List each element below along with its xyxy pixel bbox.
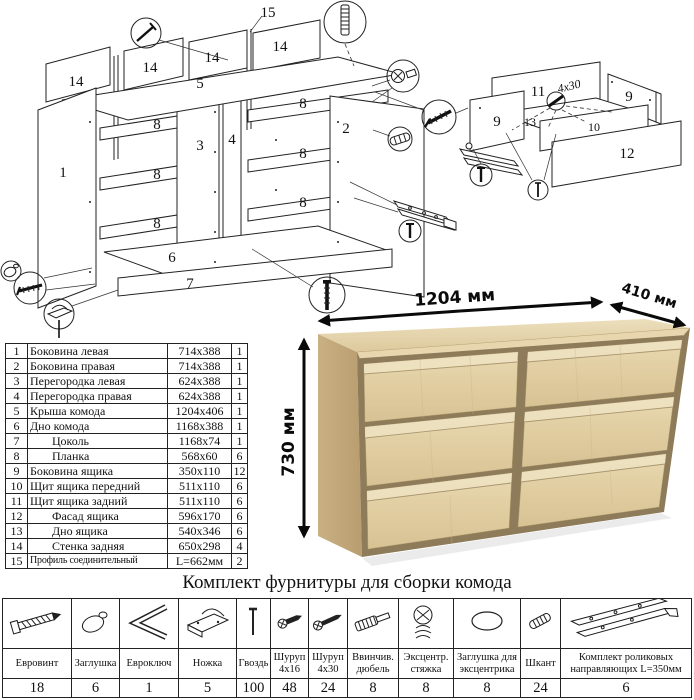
part-label: 14 xyxy=(68,74,84,90)
confirmat-screw-icon xyxy=(425,111,451,127)
screw-size-note: 4x30 xyxy=(556,76,583,96)
parts-row: 7 Цоколь 1168x74 1 xyxy=(6,434,248,449)
cam-cap-icon xyxy=(455,599,519,643)
depth-dimension: 410 мм xyxy=(619,280,679,313)
euro-screw-icon xyxy=(323,280,331,310)
drawer-rail-icon xyxy=(562,599,690,643)
part-label: 8 xyxy=(299,146,307,162)
nail-icon xyxy=(137,23,156,41)
part-label: 9 xyxy=(493,114,501,130)
hardware-table xyxy=(2,598,692,698)
callout-confirmat xyxy=(422,100,456,134)
part-label: 9 xyxy=(625,89,633,105)
callout-nail xyxy=(131,18,161,48)
euro-screw-icon xyxy=(4,599,70,643)
nail-icon xyxy=(535,183,541,197)
part-label: 8 xyxy=(299,96,307,112)
hardware-names-row: Евровинт Заглушка Евроключ Ножка Гвоздь Шуруп 4x16 Шуруп 4x30 Ввинчив. дюбель Эксцентр. стяжка Заглушка для эксцентрика Шкант Комплект роликовых направляющих L=350мм xyxy=(3,649,692,679)
leg-icon xyxy=(48,305,72,338)
cap-icon xyxy=(3,264,19,278)
hex-key-icon xyxy=(121,599,177,643)
part-label: 6 xyxy=(168,250,176,266)
part-label: 10 xyxy=(588,120,600,134)
parts-row: 5 Крыша комода 1204x406 1 xyxy=(6,404,248,419)
cap-icon xyxy=(73,599,118,643)
parts-row: 9 Боковина ящика 350x110 12 xyxy=(6,464,248,479)
height-dimension: 730 мм xyxy=(279,407,299,477)
part-label: 7 xyxy=(186,276,194,292)
part-label: 14 xyxy=(204,50,220,66)
parts-row: 3 Перегородка левая 624x388 1 xyxy=(6,374,248,389)
hardware-icons-row xyxy=(3,599,692,649)
dresser-left-side xyxy=(318,334,362,557)
part-label: 8 xyxy=(153,117,161,133)
parts-row: 12 Фасад ящика 596x170 6 xyxy=(6,509,248,524)
callout-screw xyxy=(470,164,492,186)
callout-threaded-dowel xyxy=(324,1,366,43)
part-label: 2 xyxy=(342,121,350,137)
part-label: 8 xyxy=(153,216,161,232)
width-dimension: 1204 мм xyxy=(413,285,496,311)
screw-icon xyxy=(477,168,485,182)
parts-row: 13 Дно ящика 540x346 6 xyxy=(6,524,248,539)
callout-leg xyxy=(44,299,74,338)
parts-row: 14 Стенка задняя 650x298 4 xyxy=(6,539,248,554)
callout-nail xyxy=(528,180,548,200)
screw-small-icon xyxy=(272,599,307,643)
hardware-qty-row: 18 6 1 5 100 48 24 8 8 8 24 6 xyxy=(3,679,692,698)
screw-large-icon xyxy=(310,599,346,643)
left-side-panel xyxy=(38,88,96,308)
hardware-kit-title: Комплект фурнитуры для сборки комода xyxy=(0,572,694,594)
parts-table xyxy=(5,343,248,569)
parts-row: 15 Профиль соединительный L=662мм 2 xyxy=(6,554,248,569)
cam-lock-icon xyxy=(392,69,417,82)
cam-lock-icon xyxy=(400,599,452,643)
part-label: 14 xyxy=(142,60,158,76)
callout-cam-lock xyxy=(387,60,419,92)
nail-icon xyxy=(238,599,269,643)
part-label: 14 xyxy=(272,39,288,55)
part-label: 8 xyxy=(153,167,161,183)
parts-row: 1 Боковина левая 714x388 1 xyxy=(6,344,248,359)
threaded-dowel-icon xyxy=(341,5,349,35)
parts-row: 4 Перегородка правая 624x388 1 xyxy=(6,389,248,404)
part-label: 3 xyxy=(196,138,204,154)
part-label: 8 xyxy=(299,195,307,211)
leg-icon xyxy=(180,599,235,643)
part-label: 5 xyxy=(196,76,204,92)
part-label: 11 xyxy=(530,84,546,100)
part-label: 13 xyxy=(524,115,536,129)
threaded-dowel-icon xyxy=(349,599,397,643)
part-label: 1 xyxy=(59,165,67,181)
part-label: 15 xyxy=(260,5,276,21)
part-label: 4 xyxy=(228,132,236,148)
parts-row: 8 Планка 568x60 6 xyxy=(6,449,248,464)
parts-row: 6 Дно комода 1168x388 1 xyxy=(6,419,248,434)
wood-dowel-icon xyxy=(522,599,559,643)
callout-euroscrew-vertical xyxy=(309,277,345,313)
part-label: 12 xyxy=(619,146,635,162)
parts-row: 11 Щит ящика задний 511x110 6 xyxy=(6,494,248,509)
parts-row: 2 Боковина правая 714x388 1 xyxy=(6,359,248,374)
dresser-photo xyxy=(279,280,690,566)
parts-row: 10 Щит ящика передний 511x110 6 xyxy=(6,479,248,494)
drawer-exploded-view xyxy=(460,62,681,200)
carcass-exploded-view xyxy=(1,1,468,338)
